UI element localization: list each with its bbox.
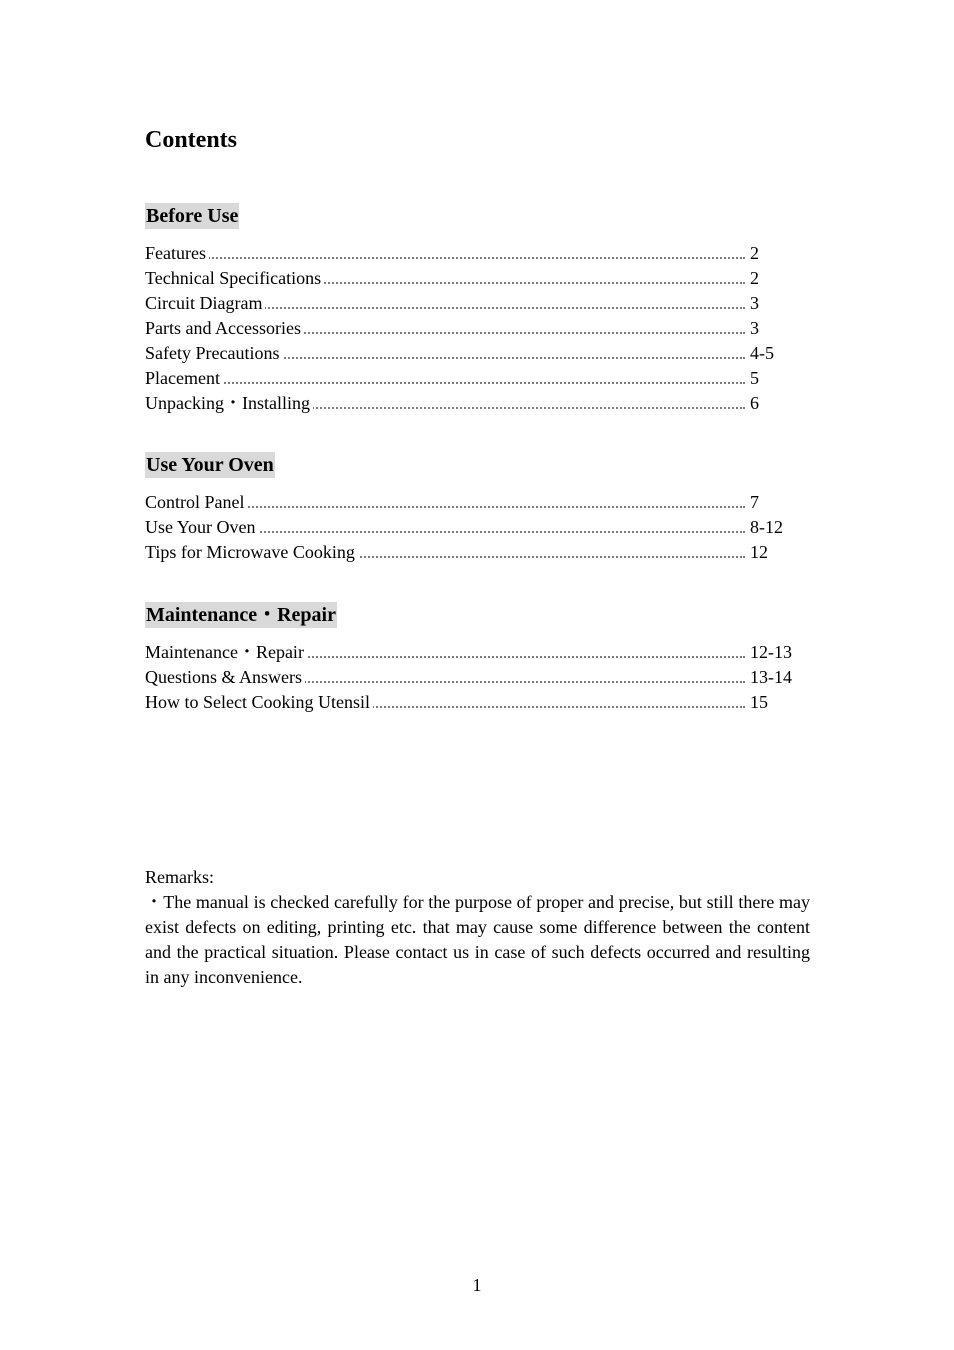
- toc-entry-page: 3: [750, 318, 759, 338]
- toc-entry-page: 3: [750, 293, 759, 313]
- toc-list-before-use: [145, 241, 805, 416]
- toc-entry[interactable]: [145, 515, 805, 540]
- toc-entry[interactable]: [145, 490, 805, 515]
- toc-entry-page: 8-12: [750, 517, 783, 537]
- section-heading-use-your-oven: Use Your Oven: [146, 454, 274, 476]
- toc-entry-title: Use Your Oven: [145, 515, 259, 540]
- toc-entry-title: Control Panel: [145, 490, 248, 515]
- toc-entry[interactable]: [145, 241, 805, 266]
- toc-entry-title: Parts and Accessories: [145, 316, 304, 341]
- toc-entry-page: 12: [750, 542, 768, 562]
- toc-entry-title: Questions & Answers: [145, 665, 305, 690]
- toc-entry-title: Maintenance・Repair: [145, 640, 307, 665]
- toc-entry-page: 5: [750, 368, 759, 388]
- toc-entry[interactable]: [145, 291, 805, 316]
- toc-entry-page: 6: [750, 393, 759, 413]
- toc-entry-page: 2: [750, 243, 759, 263]
- toc-entry-page: 12-13: [750, 642, 792, 662]
- section-heading-before-use: Before Use: [146, 205, 239, 227]
- toc-entry-title: Placement: [145, 366, 223, 391]
- toc-entry-title: How to Select Cooking Utensil: [145, 690, 373, 715]
- toc-entry-title: Circuit Diagram: [145, 291, 265, 316]
- dot-leader: [145, 257, 745, 259]
- toc-list-maintenance-repair: [145, 640, 805, 715]
- dot-leader: [145, 382, 745, 384]
- toc-entry-page: 7: [750, 492, 759, 512]
- toc-entry[interactable]: [145, 391, 805, 416]
- toc-entry[interactable]: [145, 540, 805, 565]
- toc-entry-title: Safety Precautions: [145, 341, 282, 366]
- toc-entry-page: 15: [750, 692, 768, 712]
- toc-entry-page: 13-14: [750, 667, 792, 687]
- toc-entry[interactable]: [145, 665, 805, 690]
- toc-entry-page: 4-5: [750, 343, 774, 363]
- toc-entry-title: Tips for Microwave Cooking: [145, 540, 358, 565]
- page-number: 1: [472, 1275, 482, 1295]
- toc-entry[interactable]: [145, 266, 805, 291]
- remarks-label: Remarks:: [145, 867, 214, 887]
- remarks-text: ・The manual is checked carefully for the purpose of proper and precise, but still there may exist defects on editing, printing etc. that may cause some difference between the content and the practical situation. Please contact us in case of such defects occurred and resulting in any inconvenience.: [145, 892, 810, 987]
- toc-entry-page: 2: [750, 268, 759, 288]
- toc-entry[interactable]: [145, 341, 805, 366]
- toc-entry[interactable]: [145, 316, 805, 341]
- toc-entry[interactable]: [145, 640, 805, 665]
- toc-entry-title: Unpacking・Installing: [145, 391, 313, 416]
- toc-entry[interactable]: [145, 366, 805, 391]
- toc-list-use-your-oven: [145, 490, 805, 565]
- page-title: Contents: [145, 127, 238, 153]
- toc-entry[interactable]: [145, 690, 805, 715]
- toc-entry-title: Technical Specifications: [145, 266, 324, 291]
- section-heading-maintenance-repair: Maintenance・Repair: [146, 604, 336, 626]
- toc-entry-title: Features: [145, 241, 209, 266]
